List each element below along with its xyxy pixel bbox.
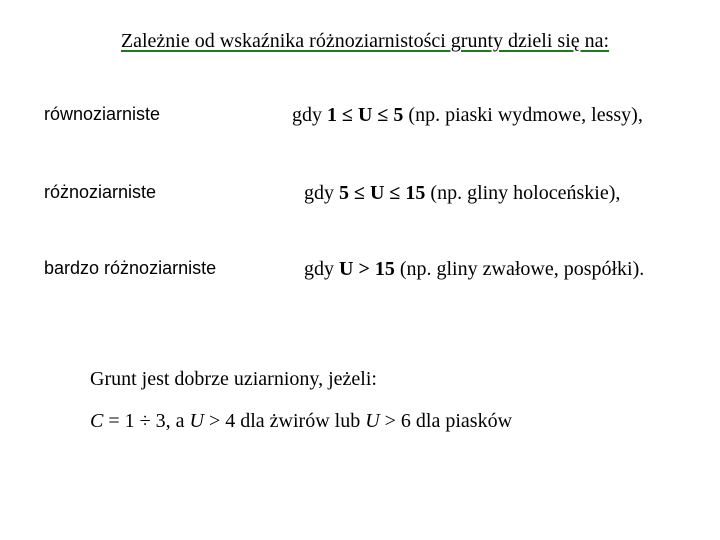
row-formula: U > 15	[339, 258, 395, 280]
row-condition: gdy 5 ≤ U ≤ 15 (np. gliny holoceńskie),	[304, 182, 621, 204]
classification-row-uniform	[0, 104, 720, 134]
well-graded-criteria: C = 1 ÷ 3, a U > 4 dla żwirów lub U > 6 dla piasków	[90, 410, 513, 432]
classification-row-very-nonuniform	[0, 258, 720, 288]
classification-row-nonuniform	[0, 182, 720, 212]
page-title: Zależnie od wskaźnika różnoziarnistości grunty dzieli się na:	[120, 30, 610, 52]
row-condition: gdy U > 15 (np. gliny zwałowe, pospółki).	[304, 258, 645, 280]
row-term: bardzo różnoziarniste	[44, 258, 217, 278]
row-formula: 1 ≤ U ≤ 5	[327, 104, 404, 126]
well-graded-note-heading: Grunt jest dobrze uziarniony, jeżeli:	[90, 368, 377, 390]
row-term: równoziarniste	[44, 104, 161, 124]
row-term: różnoziarniste	[44, 182, 157, 202]
row-formula: 5 ≤ U ≤ 15	[339, 182, 426, 204]
row-condition: gdy 1 ≤ U ≤ 5 (np. piaski wydmowe, lessy),	[292, 104, 643, 126]
